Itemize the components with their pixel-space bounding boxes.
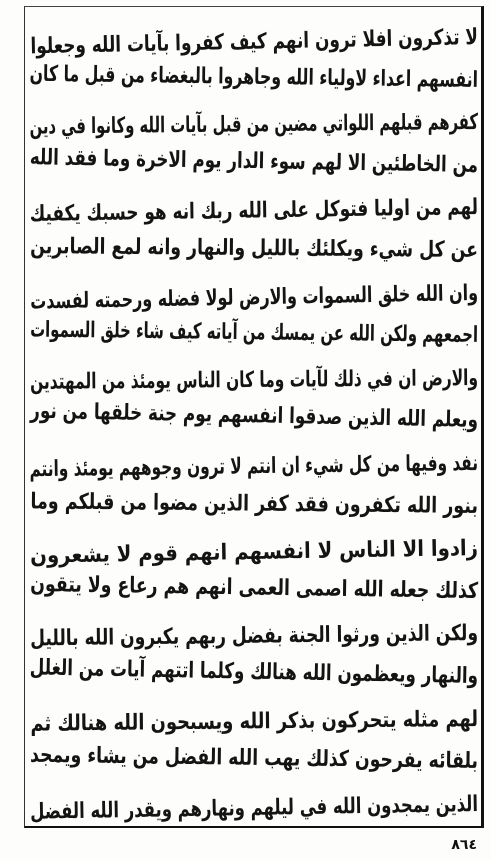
manuscript-line: الذين يمجدون الله في ليلهم ونهارهم ويقدر الله الفضل bbox=[29, 791, 479, 825]
manuscript-line: بنور الله تكفرون فقد كفر الذين مضوا من قبلكم وما bbox=[30, 488, 479, 519]
manuscript-line: وان الله خلق السموات والارض لولا فضله ورحمته لفسدت bbox=[29, 280, 479, 315]
manuscript-line: عن كل شيء ويكلئك بالليل والنهار وانه لمع الصابرين bbox=[30, 234, 479, 263]
manuscript-line: نفد وفيها من كل شيء ان انتم لا ترون وجوههم يومئذ وانتم bbox=[29, 451, 479, 483]
manuscript-line: انفسهم اعداء لاولياء الله وجاهروا بالبغضاء من قبل ما كان bbox=[29, 61, 479, 93]
manuscript-line: لهم من اوليا فتوكل على الله ربك انه هو حسبك يكفيك bbox=[29, 195, 479, 228]
manuscript-line: والارض ان في ذلك لآيات وما كان الناس يومئذ من المهتدين bbox=[29, 365, 479, 395]
manuscript-line: كفرهم قبلهم اللواتي مضين من قبل بآيات الله وكانوا في دين bbox=[29, 110, 479, 140]
manuscript-line: ولكن الذين ورثوا الجنة بفضل ربهم يكبرون الله بالليل bbox=[30, 621, 479, 652]
page-number: ٨٦٤ bbox=[451, 837, 477, 853]
manuscript-line: من الخاطئين الا لهم سوء الدار يوم الاخرة وما فقد الله bbox=[29, 144, 479, 178]
manuscript-line: والنهار ويعظمون الله هنالك وكلما اتتهم آيات من الغلل bbox=[29, 655, 479, 689]
manuscript-text-block bbox=[29, 10, 479, 825]
manuscript-line: بلقائه يفرحون كذلك يهب الله الفضل من يشاء ويمجد bbox=[29, 742, 479, 775]
manuscript-line: زادوا الا الناس لا انفسهم انهم قوم لا يشعرون bbox=[29, 536, 479, 570]
manuscript-line: كذلك جعله الله اصمى العمى انهم هم رعاع ولا يتقون bbox=[30, 571, 479, 604]
manuscript-line: ويعلم الله الذين صدقوا انفسهم يوم جنة خلقها من نور bbox=[30, 399, 479, 434]
manuscript-line: اجمعهم ولكن الله عن يمسك من آياته كيف شاء خلق السموات bbox=[30, 317, 479, 349]
manuscript-line: لا تذكرون افلا ترون انهم كيف كفروا بآيات الله وجعلوا bbox=[30, 25, 479, 60]
manuscript-line: لهم مثله يتحركون بذكر الله ويسبحون الله هنالك ثم bbox=[30, 706, 479, 737]
